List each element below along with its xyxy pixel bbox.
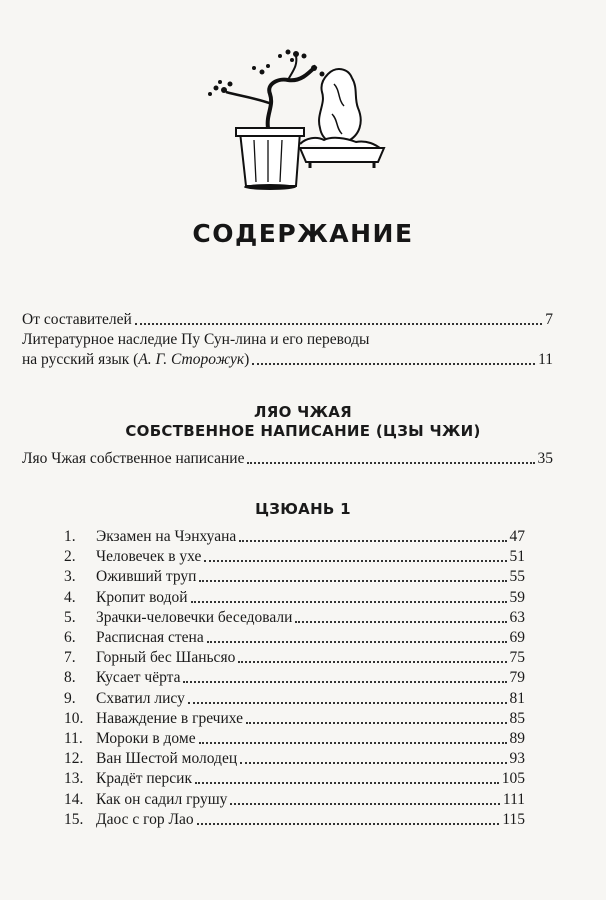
toc-entry-title: Наваждение в гречихе [96, 709, 244, 727]
toc-entry-page: 111 [502, 790, 525, 808]
leader-dots [295, 620, 506, 623]
toc-entry-page: 75 [509, 649, 525, 667]
toc-entry-number: 5. [64, 608, 76, 626]
toc-entry [64, 629, 525, 647]
toc-entry-page: 93 [509, 750, 525, 768]
toc-entry-own-writing [22, 450, 553, 468]
toc-entry-number: 6. [64, 629, 76, 646]
toc-entry-page: 115 [502, 810, 525, 828]
toc-entry-page: 47 [509, 528, 525, 545]
toc-entry [64, 690, 525, 708]
toc-entry-page: 79 [509, 669, 525, 687]
title-part: ) [244, 351, 250, 368]
toc-entry [64, 609, 525, 627]
section-subheading: СОБСТВЕННОЕ НАПИСАНИЕ (ЦЗЫ ЧЖИ) [125, 422, 481, 440]
leader-dots [230, 802, 499, 805]
toc-entry-title-cont [22, 351, 249, 369]
leader-dots [240, 761, 506, 764]
toc-entry-title: Оживший труп [96, 568, 197, 586]
toc-entry-page: 69 [509, 629, 525, 646]
toc-entry-title: Экзамен на Чэнхуана [96, 528, 237, 545]
section-heading: ЦЗЮАНЬ 1 [255, 500, 351, 518]
leader-dots [204, 559, 506, 562]
leader-dots [239, 539, 506, 542]
toc-entry-page: 59 [509, 588, 525, 606]
toc-entry [64, 811, 525, 829]
toc-entry-title: Даос с гор Лао [96, 810, 194, 828]
toc-entry-number: 9. [64, 689, 76, 707]
toc-entry [64, 770, 525, 788]
toc-entry-number: 12. [64, 750, 84, 768]
leader-dots [207, 640, 507, 643]
toc-entry [64, 730, 525, 748]
bonsai-illustration [196, 44, 406, 194]
toc-entry-title: Кропит водой [96, 588, 188, 606]
toc-entry [64, 791, 525, 809]
toc-entry-foreword [22, 311, 553, 329]
toc-entry-page: 35 [537, 450, 553, 467]
author-name: А. Г. Сторожук [138, 351, 245, 368]
toc-entry [64, 589, 525, 607]
toc-entry-number: 8. [64, 669, 76, 687]
leader-dots [195, 781, 499, 784]
toc-entry-number: 3. [64, 568, 76, 586]
toc-entry [64, 568, 525, 586]
toc-entry-title: От составителей [22, 311, 132, 328]
toc-entry-number: 11. [64, 730, 83, 747]
toc-entry-page: 11 [538, 351, 553, 368]
toc-entry-page: 85 [509, 709, 525, 727]
toc-entry-heritage-line1 [22, 331, 369, 349]
toc-entry-title: Как он садил грушу [96, 790, 228, 808]
toc-entry-number: 7. [64, 649, 76, 667]
toc-entry-number: 14. [64, 790, 84, 808]
toc-entry-title: Схватил лису [96, 689, 185, 707]
leader-dots [247, 461, 534, 464]
leader-dots [191, 600, 507, 603]
leader-dots [188, 701, 507, 704]
toc-entry-title: Человечек в ухе [96, 548, 202, 566]
toc-entry-title: Крадёт персик [96, 770, 193, 788]
toc-entry-page: 89 [509, 730, 525, 747]
toc-entry-page: 51 [509, 548, 525, 566]
leader-dots [252, 362, 535, 365]
leader-dots [246, 721, 506, 724]
page-title: СОДЕРЖАНИЕ [192, 219, 414, 248]
toc-entry-title: Ляо Чжая собственное написание [22, 450, 245, 467]
toc-entry-page: 105 [501, 770, 525, 788]
toc-entry-heritage [22, 351, 553, 369]
leader-dots [183, 680, 506, 683]
toc-entry [64, 649, 525, 667]
toc-entry [64, 750, 525, 768]
toc-entry-page: 55 [509, 568, 525, 586]
leader-dots [135, 322, 542, 325]
toc-entry-title: Расписная стена [96, 629, 204, 646]
toc-entry-title: Горный бес Шаньсяо [96, 649, 236, 667]
toc-entry-title: Кусает чёрта [96, 669, 181, 687]
toc-entry-number: 13. [64, 770, 84, 788]
toc-entry-title: Мороки в доме [96, 730, 196, 747]
toc-entry-number: 10. [64, 709, 84, 727]
toc-entry [64, 669, 525, 687]
leader-dots [238, 660, 506, 663]
toc-entry-number: 4. [64, 588, 76, 606]
toc-entry [64, 528, 525, 546]
toc-entry-number: 1. [64, 528, 76, 545]
leader-dots [199, 579, 506, 582]
toc-entry [64, 710, 525, 728]
toc-entry-title: Литературное наследие Пу Сун-лина и его переводы [22, 331, 370, 348]
toc-entry-page: 81 [509, 689, 525, 707]
section-heading: ЛЯО ЧЖАЯ [253, 403, 353, 421]
leader-dots [199, 741, 507, 744]
toc-entry [64, 548, 525, 566]
leader-dots [197, 822, 500, 825]
title-part: на русский язык ( [22, 351, 139, 368]
toc-entry-number: 2. [64, 548, 76, 566]
toc-entry-title: Зрачки-человечки беседовали [96, 608, 293, 626]
toc-entry-page: 7 [545, 311, 553, 328]
toc-entry-page: 63 [509, 608, 525, 626]
toc-entry-number: 15. [64, 810, 84, 828]
toc-entry-title: Ван Шестой молодец [96, 750, 238, 768]
